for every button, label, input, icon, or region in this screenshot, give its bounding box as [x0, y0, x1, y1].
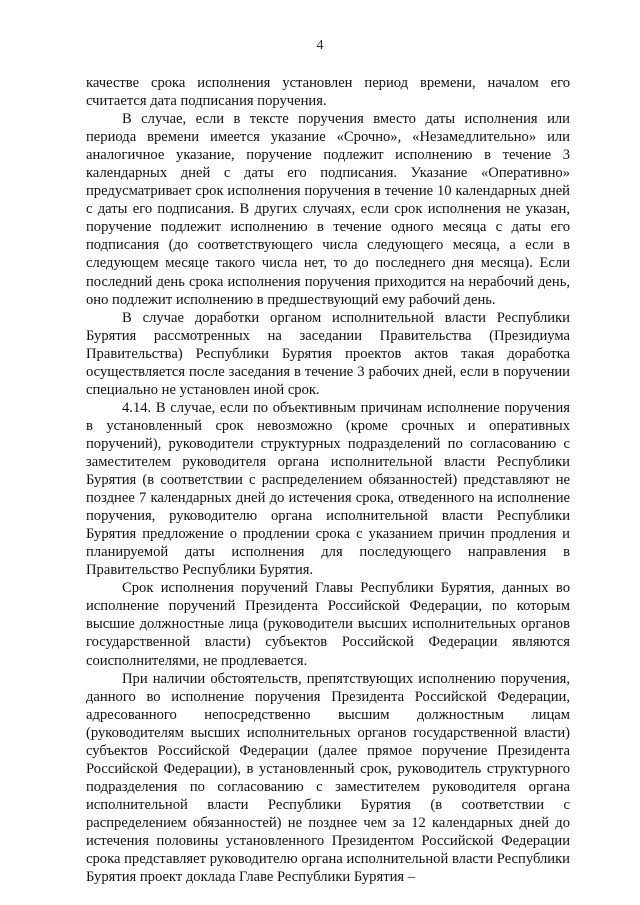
paragraph-urgent-deadlines: В случае, если в тексте поручения вместо даты исполнения или периода времени имеется указание «Срочно», «Незамедлительно» или аналогичное указание, поручение подлежит исполнению в течение 3 календарных дней с даты его подписания. Указание «Оперативно» предусматривает срок исполнения поручения в течение 10 календарных дней с даты его подписания. В других случаях, если срок исполнения не указан, поручение подлежит исполнению в течение одного месяца с даты его подписания (до соответствующего числа следующего месяца, а если в следующем месяце такого числа нет, то до последнего дня месяца). Если последний день срока исполнения поручения приходится на нерабочий день, оно подлежит исполнению в предшествующий ему рабочий день.: [86, 111, 570, 308]
paragraph-revision-deadline: В случае доработки органом исполнительной власти Республики Бурятия рассмотренных на заседании Правительства (Президиума Правительства) Республики Бурятия проектов актов такая доработка осуществляется после заседания в течение 3 рабочих дней, если в поручении специально не установлен иной срок.: [86, 309, 570, 398]
paragraph-continuation: качестве срока исполнения установлен период времени, началом его считается дата подписания поручения.: [86, 75, 570, 110]
document-body: [86, 74, 570, 886]
page-number: 4: [316, 38, 324, 53]
paragraph-obstacles: При наличии обстоятельств, препятствующих исполнению поручения, данного во исполнение поручения Президента Российской Федерации, адресованного непосредственно высшим должностным лицам (руководителям высших исполнительных органов государственной власти) субъектов Российской Федерации (далее прямое поручение Президента Российской Федерации), в установленный срок, руководитель структурного подразделения по согласованию с заместителем руководителя органа исполнительной власти Республики Бурятия (в соответствии с распределением обязанностей) не позднее чем за 12 календарных дней до истечения половины установленного Президентом Российской Федерации срока представляет руководителю органа исполнительной власти Республики Бурятия проект доклада Главе Республики Бурятия –: [86, 670, 570, 886]
paragraph-no-extension: Срок исполнения поручений Главы Республики Бурятия, данных во исполнение поручений Президента Российской Федерации, по которым высшие должностные лица (руководители высших исполнительных органов государственной власти) субъектов Российской Федерации являются соисполнителями, не продлевается.: [86, 580, 570, 669]
paragraph-4-14-extension: 4.14. В случае, если по объективным причинам исполнение поручения в установленный срок невозможно (кроме срочных и оперативных поручений), руководители структурных подразделений по согласованию с заместителем руководителя органа исполнительной власти Республики Бурятия (в соответствии с распределением обязанностей) представляют не позднее 7 календарных дней до истечения срока, отведенного на исполнение поручения, руководителю органа исполнительной власти Республики Бурятия предложение о продлении срока с указанием причин продления и планируемой даты исполнения для последующего направления в Правительство Республики Бурятия.: [86, 399, 570, 579]
